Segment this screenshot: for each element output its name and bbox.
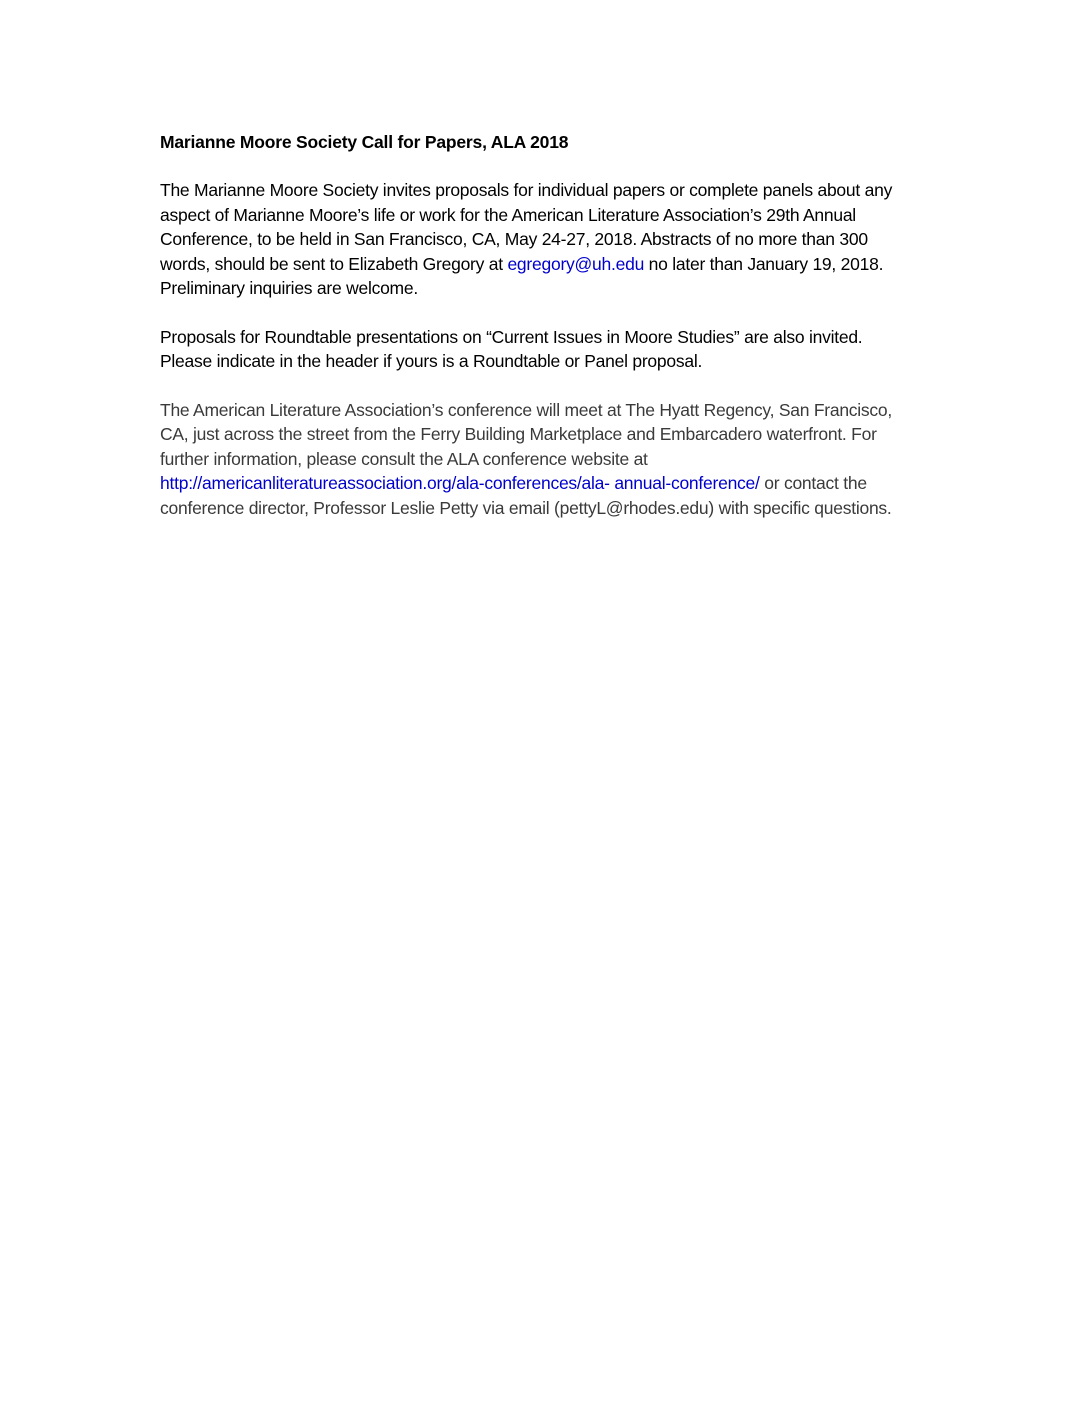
conference-line: further information, please consult the ALA conference website at — [160, 448, 648, 469]
conference-website-link[interactable]: http://americanliteratureassociation.org/ala-conferences/ala- annual-conference/ — [160, 473, 760, 493]
conference-line: CA, just across the street from the Ferry Building Marketplace and Embarcadero waterfront. For — [160, 424, 877, 444]
conference-line-with-url — [160, 471, 940, 496]
conference-text: or contact the — [759, 473, 867, 493]
intro-line: Conference, to be held in San Francisco, CA, May 24-27, 2018. Abstracts of no more than 300 — [160, 229, 868, 249]
intro-text: no later than January 19, 2018. — [644, 253, 884, 274]
conference-line: conference director, Professor Leslie Petty via email (pettyL@rhodes.edu) with specific questions. — [160, 497, 892, 518]
intro-line: aspect of Marianne Moore’s life or work for the American Literature Association’s 29th Annual — [160, 204, 856, 225]
roundtable-paragraph — [160, 325, 940, 374]
intro-line-with-email — [160, 252, 940, 277]
document-title: Marianne Moore Society Call for Papers, ALA 2018 — [160, 132, 569, 152]
conference-line: The American Literature Association’s conference will meet at The Hyatt Regency, San Francisco, — [160, 399, 893, 420]
conference-info-paragraph — [160, 398, 940, 521]
email-link[interactable]: egregory@uh.edu — [507, 253, 645, 274]
intro-paragraph — [160, 178, 940, 301]
roundtable-line: Please indicate in the header if yours is a Roundtable or Panel proposal. — [160, 351, 703, 371]
roundtable-line: Proposals for Roundtable presentations on “Current Issues in Moore Studies” are also invited. — [160, 326, 863, 347]
intro-line: The Marianne Moore Society invites proposals for individual papers or complete panels about any — [160, 180, 893, 200]
intro-line: Preliminary inquiries are welcome. — [160, 278, 418, 298]
document-body — [160, 130, 940, 544]
intro-text: words, should be sent to Elizabeth Gregory at — [160, 253, 508, 274]
